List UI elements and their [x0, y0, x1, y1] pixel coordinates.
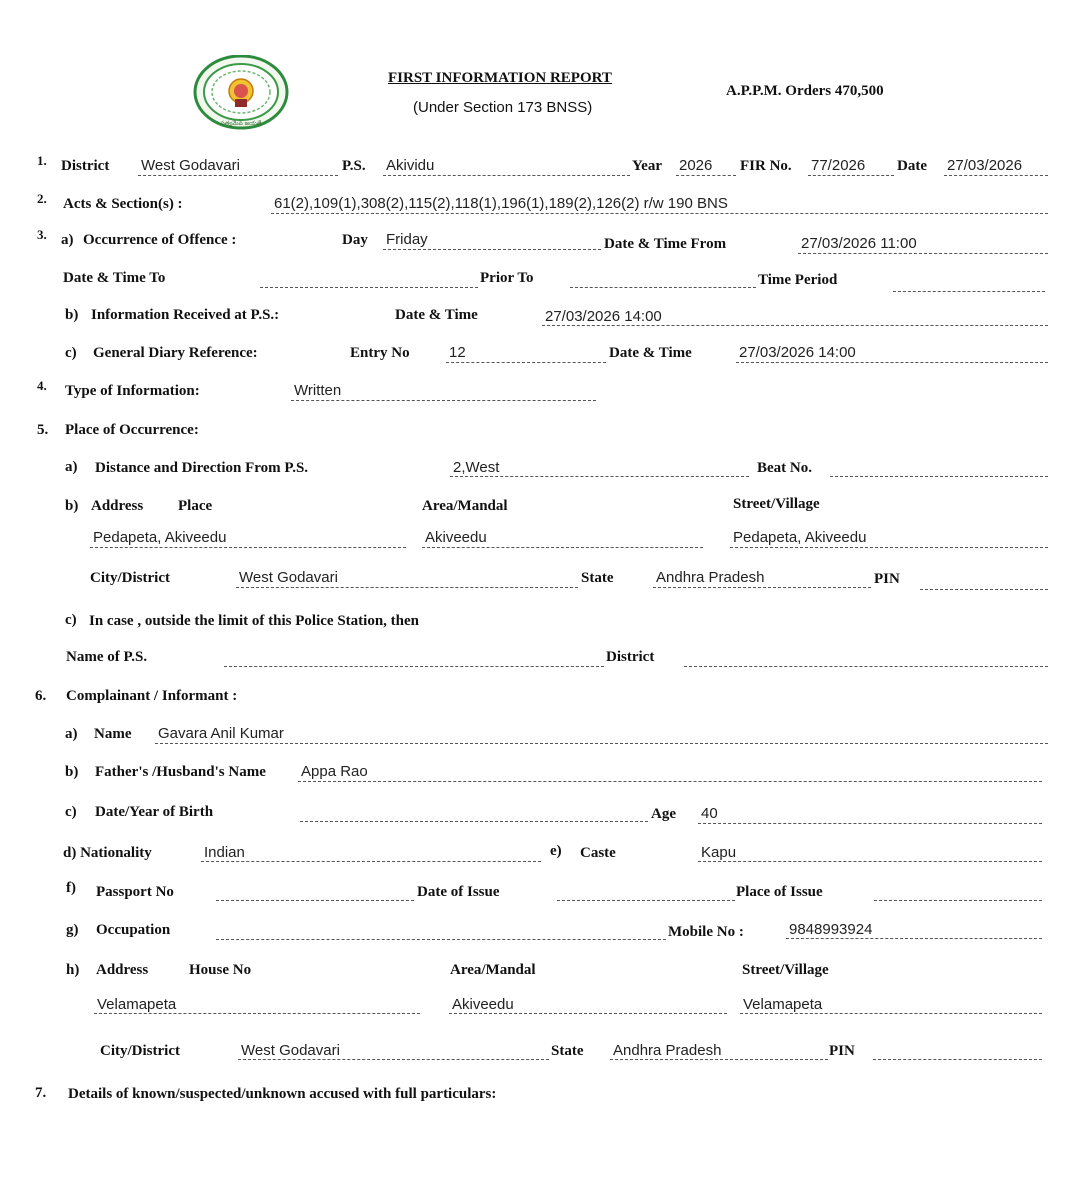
ps-label: P.S. — [342, 158, 366, 174]
caste-label: Caste — [580, 845, 616, 861]
year-value: 2026 — [679, 157, 713, 174]
complainant-city-district-label: City/District — [100, 1043, 180, 1059]
address-label: Address — [91, 498, 144, 514]
section-number: 7. — [35, 1085, 47, 1101]
item-marker: c) — [65, 345, 77, 361]
nationality-value: Indian — [204, 844, 245, 861]
item-marker: h) — [66, 962, 80, 978]
item-marker: b) — [65, 764, 79, 780]
state-value: Andhra Pradesh — [656, 569, 765, 586]
section-number: 4. — [37, 378, 47, 393]
state-label: State — [581, 570, 614, 586]
ps-value: Akividu — [386, 157, 435, 174]
item-marker: b) — [65, 307, 79, 323]
age-label: Age — [651, 806, 676, 822]
diary-date-time-label: Date & Time — [609, 345, 692, 361]
complainant-city-district-value: West Godavari — [241, 1042, 340, 1059]
house-no-label: House No — [189, 962, 252, 978]
city-district-value: West Godavari — [239, 569, 338, 586]
acts-sections-label: Acts & Section(s) : — [63, 196, 183, 212]
complainant-area-mandal-value: Akiveedu — [452, 996, 514, 1013]
date-of-birth-label: Date/Year of Birth — [95, 804, 214, 820]
item-marker: g) — [66, 922, 79, 938]
type-of-information-value: Written — [294, 382, 342, 399]
complainant-state-label: State — [551, 1043, 584, 1059]
mobile-no-label: Mobile No : — [668, 924, 744, 940]
section-number: 3. — [37, 227, 47, 242]
distance-direction-label: Distance and Direction From P.S. — [95, 460, 309, 476]
complainant-name-value: Gavara Anil Kumar — [158, 725, 284, 742]
age-value: 40 — [701, 805, 718, 822]
place-value: Pedapeta, Akiveedu — [93, 529, 227, 546]
item-marker: a) — [65, 726, 78, 742]
time-period-label: Time Period — [758, 272, 838, 288]
complainant-state-value: Andhra Pradesh — [613, 1042, 722, 1059]
place-of-issue-label: Place of Issue — [736, 884, 823, 900]
father-husband-name-value: Appa Rao — [301, 763, 368, 780]
item-marker: e) — [550, 843, 562, 859]
district-value: West Godavari — [141, 157, 240, 174]
father-husband-name-label: Father's /Husband's Name — [95, 764, 266, 780]
date-time-to-label: Date & Time To — [63, 270, 166, 286]
mobile-no-value: 9848993924 — [789, 921, 873, 938]
item-marker: c) — [65, 804, 77, 820]
outside-limit-label: In case , outside the limit of this Police Station, then — [89, 613, 419, 629]
received-date-time-value: 27/03/2026 14:00 — [545, 308, 662, 325]
date-of-issue-label: Date of Issue — [417, 884, 500, 900]
received-date-time-label: Date & Time — [395, 307, 478, 323]
distance-direction-value: 2,West — [453, 459, 500, 476]
item-marker: b) — [65, 498, 79, 514]
orders-reference: A.P.P.M. Orders 470,500 — [726, 83, 884, 99]
outside-district-label: District — [606, 649, 655, 665]
name-of-ps-label: Name of P.S. — [66, 649, 148, 665]
government-emblem-logo — [193, 55, 289, 130]
entry-no-label: Entry No — [350, 345, 410, 361]
complainant-label: Complainant / Informant : — [66, 688, 238, 704]
occupation-label: Occupation — [96, 922, 171, 938]
nationality-label: d) Nationality — [63, 845, 152, 861]
date-time-from-label: Date & Time From — [604, 236, 727, 252]
passport-no-label: Passport No — [96, 884, 174, 900]
area-mandal-label: Area/Mandal — [422, 498, 508, 514]
item-marker: a) — [61, 232, 74, 248]
information-received-label: Information Received at P.S.: — [91, 307, 280, 323]
type-of-information-label: Type of Information: — [65, 383, 200, 399]
district-label: District — [61, 158, 110, 174]
accused-details-label: Details of known/suspected/unknown accused with full particulars: — [68, 1086, 497, 1102]
house-no-value: Velamapeta — [97, 996, 177, 1013]
complainant-address-label: Address — [96, 962, 149, 978]
street-village-label: Street/Village — [733, 496, 820, 512]
entry-no-value: 12 — [449, 344, 466, 361]
day-value: Friday — [386, 231, 428, 248]
diary-date-time-value: 27/03/2026 14:00 — [739, 344, 856, 361]
section-number: 5. — [37, 422, 49, 438]
occurrence-label: Occurrence of Offence : — [83, 232, 237, 248]
fir-number-label: FIR No. — [740, 158, 792, 174]
caste-value: Kapu — [701, 844, 737, 861]
year-label: Year — [632, 158, 662, 174]
item-marker: a) — [65, 459, 78, 475]
section-number: 2. — [37, 191, 47, 206]
street-village-value: Pedapeta, Akiveedu — [733, 529, 867, 546]
section-number: 6. — [35, 688, 47, 704]
date-time-from-value: 27/03/2026 11:00 — [801, 235, 917, 252]
section-number: 1. — [37, 153, 47, 168]
report-subtitle: (Under Section 173 BNSS) — [413, 99, 593, 116]
area-mandal-value: Akiveedu — [425, 529, 487, 546]
complainant-street-village-value: Velamapeta — [743, 996, 823, 1013]
item-marker: c) — [65, 612, 77, 628]
place-of-occurrence-label: Place of Occurrence: — [65, 422, 199, 438]
report-title: FIRST INFORMATION REPORT — [388, 70, 612, 86]
place-label: Place — [178, 498, 213, 514]
general-diary-label: General Diary Reference: — [93, 345, 258, 361]
date-label: Date — [897, 158, 927, 174]
day-label: Day — [342, 232, 368, 248]
city-district-label: City/District — [90, 570, 170, 586]
item-marker: f) — [66, 880, 76, 896]
complainant-area-mandal-label: Area/Mandal — [450, 962, 536, 978]
beat-no-label: Beat No. — [757, 460, 812, 476]
svg-text:సత్యమేవ జయతే: సత్యమేవ జయతే — [220, 120, 262, 127]
fir-number-value: 77/2026 — [811, 157, 866, 174]
complainant-street-village-label: Street/Village — [742, 962, 829, 978]
date-value: 27/03/2026 — [947, 157, 1023, 174]
name-label: Name — [94, 726, 132, 742]
pin-label: PIN — [874, 571, 900, 587]
acts-sections-value: 61(2),109(1),308(2),115(2),118(1),196(1),189(2),126(2) r/w 190 BNS — [274, 195, 728, 212]
prior-to-label: Prior To — [480, 270, 534, 286]
complainant-pin-label: PIN — [829, 1043, 855, 1059]
